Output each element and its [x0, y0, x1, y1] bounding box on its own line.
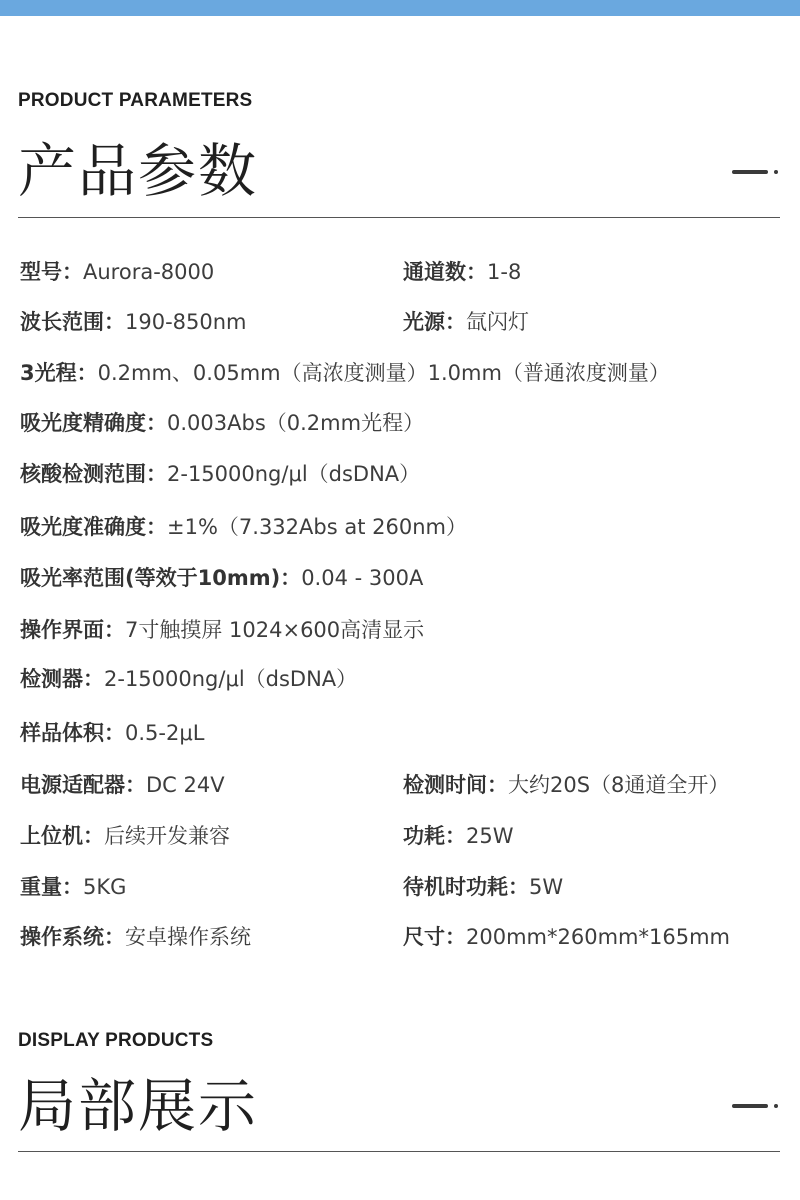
dash-dot-icon	[724, 1104, 780, 1110]
spec-label: 3光程：	[20, 361, 98, 385]
spec-weight	[20, 871, 126, 901]
spec-value: 0.5-2μL	[125, 721, 205, 745]
spec-absorbance-precision	[20, 407, 424, 437]
spec-label: 尺寸：	[403, 925, 466, 949]
spec-detection-time	[403, 769, 729, 799]
spec-value: 安卓操作系统	[125, 925, 251, 949]
spec-label: 电源适配器：	[20, 773, 146, 797]
spec-host	[20, 820, 230, 850]
section-divider	[18, 1151, 780, 1152]
spec-power	[403, 820, 514, 850]
spec-absorbance-accuracy	[20, 511, 467, 541]
spec-value: 0.003Abs（0.2mm光程）	[167, 411, 425, 435]
spec-nucleic-range	[20, 458, 420, 488]
spec-os	[20, 921, 251, 951]
spec-value: ±1%（7.332Abs at 260nm）	[167, 515, 467, 539]
section-title-cn: 局部展示	[18, 1072, 259, 1140]
spec-value: 5KG	[83, 875, 127, 899]
spec-value: DC 24V	[146, 773, 225, 797]
spec-value: 氙闪灯	[466, 310, 529, 334]
spec-value: 2-15000ng/μl（dsDNA）	[104, 667, 358, 691]
spec-label: 上位机：	[20, 824, 104, 848]
spec-label: 型号：	[20, 260, 83, 284]
spec-label: 操作系统：	[20, 925, 125, 949]
spec-value: 1-8	[487, 260, 522, 284]
spec-label: 核酸检测范围：	[20, 462, 167, 486]
spec-label: 功耗：	[403, 824, 466, 848]
spec-label: 检测时间：	[403, 773, 508, 797]
section-divider	[18, 217, 780, 218]
spec-label: 通道数：	[403, 260, 487, 284]
spec-channels	[403, 256, 521, 286]
display-products-heading	[18, 1072, 780, 1147]
spec-optical-path	[20, 357, 670, 387]
spec-value: 7寸触摸屏 1024×600高清显示	[125, 618, 425, 642]
section-title-en: DISPLAY PRODUCTS	[18, 1030, 214, 1051]
spec-standby-power	[403, 871, 563, 901]
spec-sample-volume	[20, 717, 204, 747]
spec-detector	[20, 663, 357, 693]
section-title-en: PRODUCT PARAMETERS	[18, 90, 253, 111]
spec-label: 样品体积：	[20, 721, 125, 745]
spec-value: 200mm*260mm*165mm	[466, 925, 730, 949]
spec-label: 吸光率范围(等效于10mm)：	[20, 566, 302, 590]
spec-value: 25W	[466, 824, 514, 848]
display-products-header	[18, 1030, 780, 1052]
spec-value: 2-15000ng/μl（dsDNA）	[167, 462, 421, 486]
spec-value: 大约20S（8通道全开）	[508, 773, 730, 797]
spec-label: 吸光度准确度：	[20, 515, 167, 539]
spec-label: 操作界面：	[20, 618, 125, 642]
spec-absorbance-range	[20, 562, 423, 592]
spec-model	[20, 256, 214, 286]
spec-power-adapter	[20, 769, 225, 799]
spec-value: Aurora-8000	[83, 260, 215, 284]
section-title-cn: 产品参数	[18, 137, 259, 205]
spec-label: 重量：	[20, 875, 83, 899]
spec-wavelength	[20, 306, 247, 336]
product-parameters-heading	[18, 137, 780, 212]
spec-light-source	[403, 306, 529, 336]
top-accent-bar	[0, 0, 800, 16]
spec-value: 190-850nm	[125, 310, 247, 334]
spec-label: 待机时功耗：	[403, 875, 529, 899]
spec-interface	[20, 614, 424, 644]
spec-label: 吸光度精确度：	[20, 411, 167, 435]
spec-value: 0.04 - 300A	[301, 566, 424, 590]
spec-value: 5W	[529, 875, 564, 899]
product-parameters-header	[18, 90, 780, 112]
spec-label: 波长范围：	[20, 310, 125, 334]
spec-label: 光源：	[403, 310, 466, 334]
dash-dot-icon	[724, 170, 780, 176]
spec-label: 检测器：	[20, 667, 104, 691]
spec-value: 后续开发兼容	[104, 824, 230, 848]
spec-value: 0.2mm、0.05mm（高浓度测量）1.0mm（普通浓度测量）	[97, 361, 670, 385]
spec-size	[403, 921, 730, 951]
